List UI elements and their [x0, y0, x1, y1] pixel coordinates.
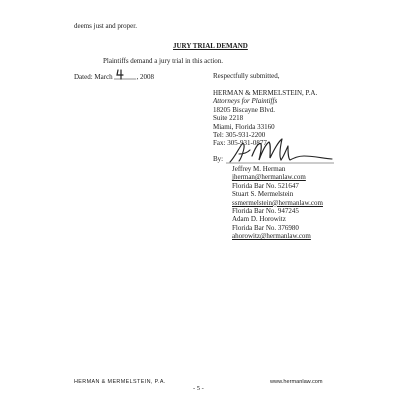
- footer-firm: HERMAN & MERMELSTEIN, P.A.: [74, 379, 166, 385]
- attorney-name: Jeffrey M. Herman: [232, 165, 286, 173]
- attorney-email-link[interactable]: ssmermelstein@hermanlaw.com: [232, 198, 323, 207]
- by-label: By:: [213, 155, 224, 163]
- dated-suffix: , 2008: [136, 73, 154, 81]
- firm-street: 18205 Biscayne Blvd.: [213, 105, 276, 114]
- attorney-bar: Florida Bar No. 521647: [232, 181, 299, 190]
- handwritten-date: [114, 71, 136, 81]
- firm-fax: Fax: 305-931-0877: [213, 139, 267, 148]
- continuation-text: deems just and proper.: [74, 22, 137, 30]
- footer-page-number: - 5 -: [193, 385, 204, 392]
- dated-prefix: Dated: March: [74, 73, 113, 81]
- jury-demand-text: Plaintiffs demand a jury trial in this action.: [103, 57, 224, 65]
- dated-line: [74, 71, 154, 81]
- attorney-bar: Florida Bar No. 376980: [232, 223, 299, 232]
- closing-text: Respectfully submitted,: [213, 72, 280, 80]
- firm-tel: Tel: 305-931-2200: [213, 131, 266, 140]
- firm-role: Attorneys for Plaintiffs: [213, 97, 278, 106]
- firm-suite: Suite 2218: [213, 114, 244, 123]
- attorney-bar: Florida Bar No. 947245: [232, 207, 299, 216]
- attorney-block: [232, 165, 323, 241]
- signature: [226, 136, 336, 166]
- attorney-name: Stuart S. Mermelstein: [232, 190, 294, 199]
- attorney-name: Adam D. Horowitz: [232, 215, 286, 224]
- footer-url: www.hermanlaw.com: [270, 379, 323, 385]
- attorney-email-link[interactable]: ahorowitz@hermanlaw.com: [232, 232, 311, 241]
- attorney-email-link[interactable]: jherman@hermanlaw.com: [232, 173, 306, 182]
- section-heading: JURY TRIAL DEMAND: [173, 42, 248, 50]
- firm-name: HERMAN & MERMELSTEIN, P.A.: [213, 89, 318, 97]
- firm-city: Miami, Florida 33160: [213, 122, 275, 131]
